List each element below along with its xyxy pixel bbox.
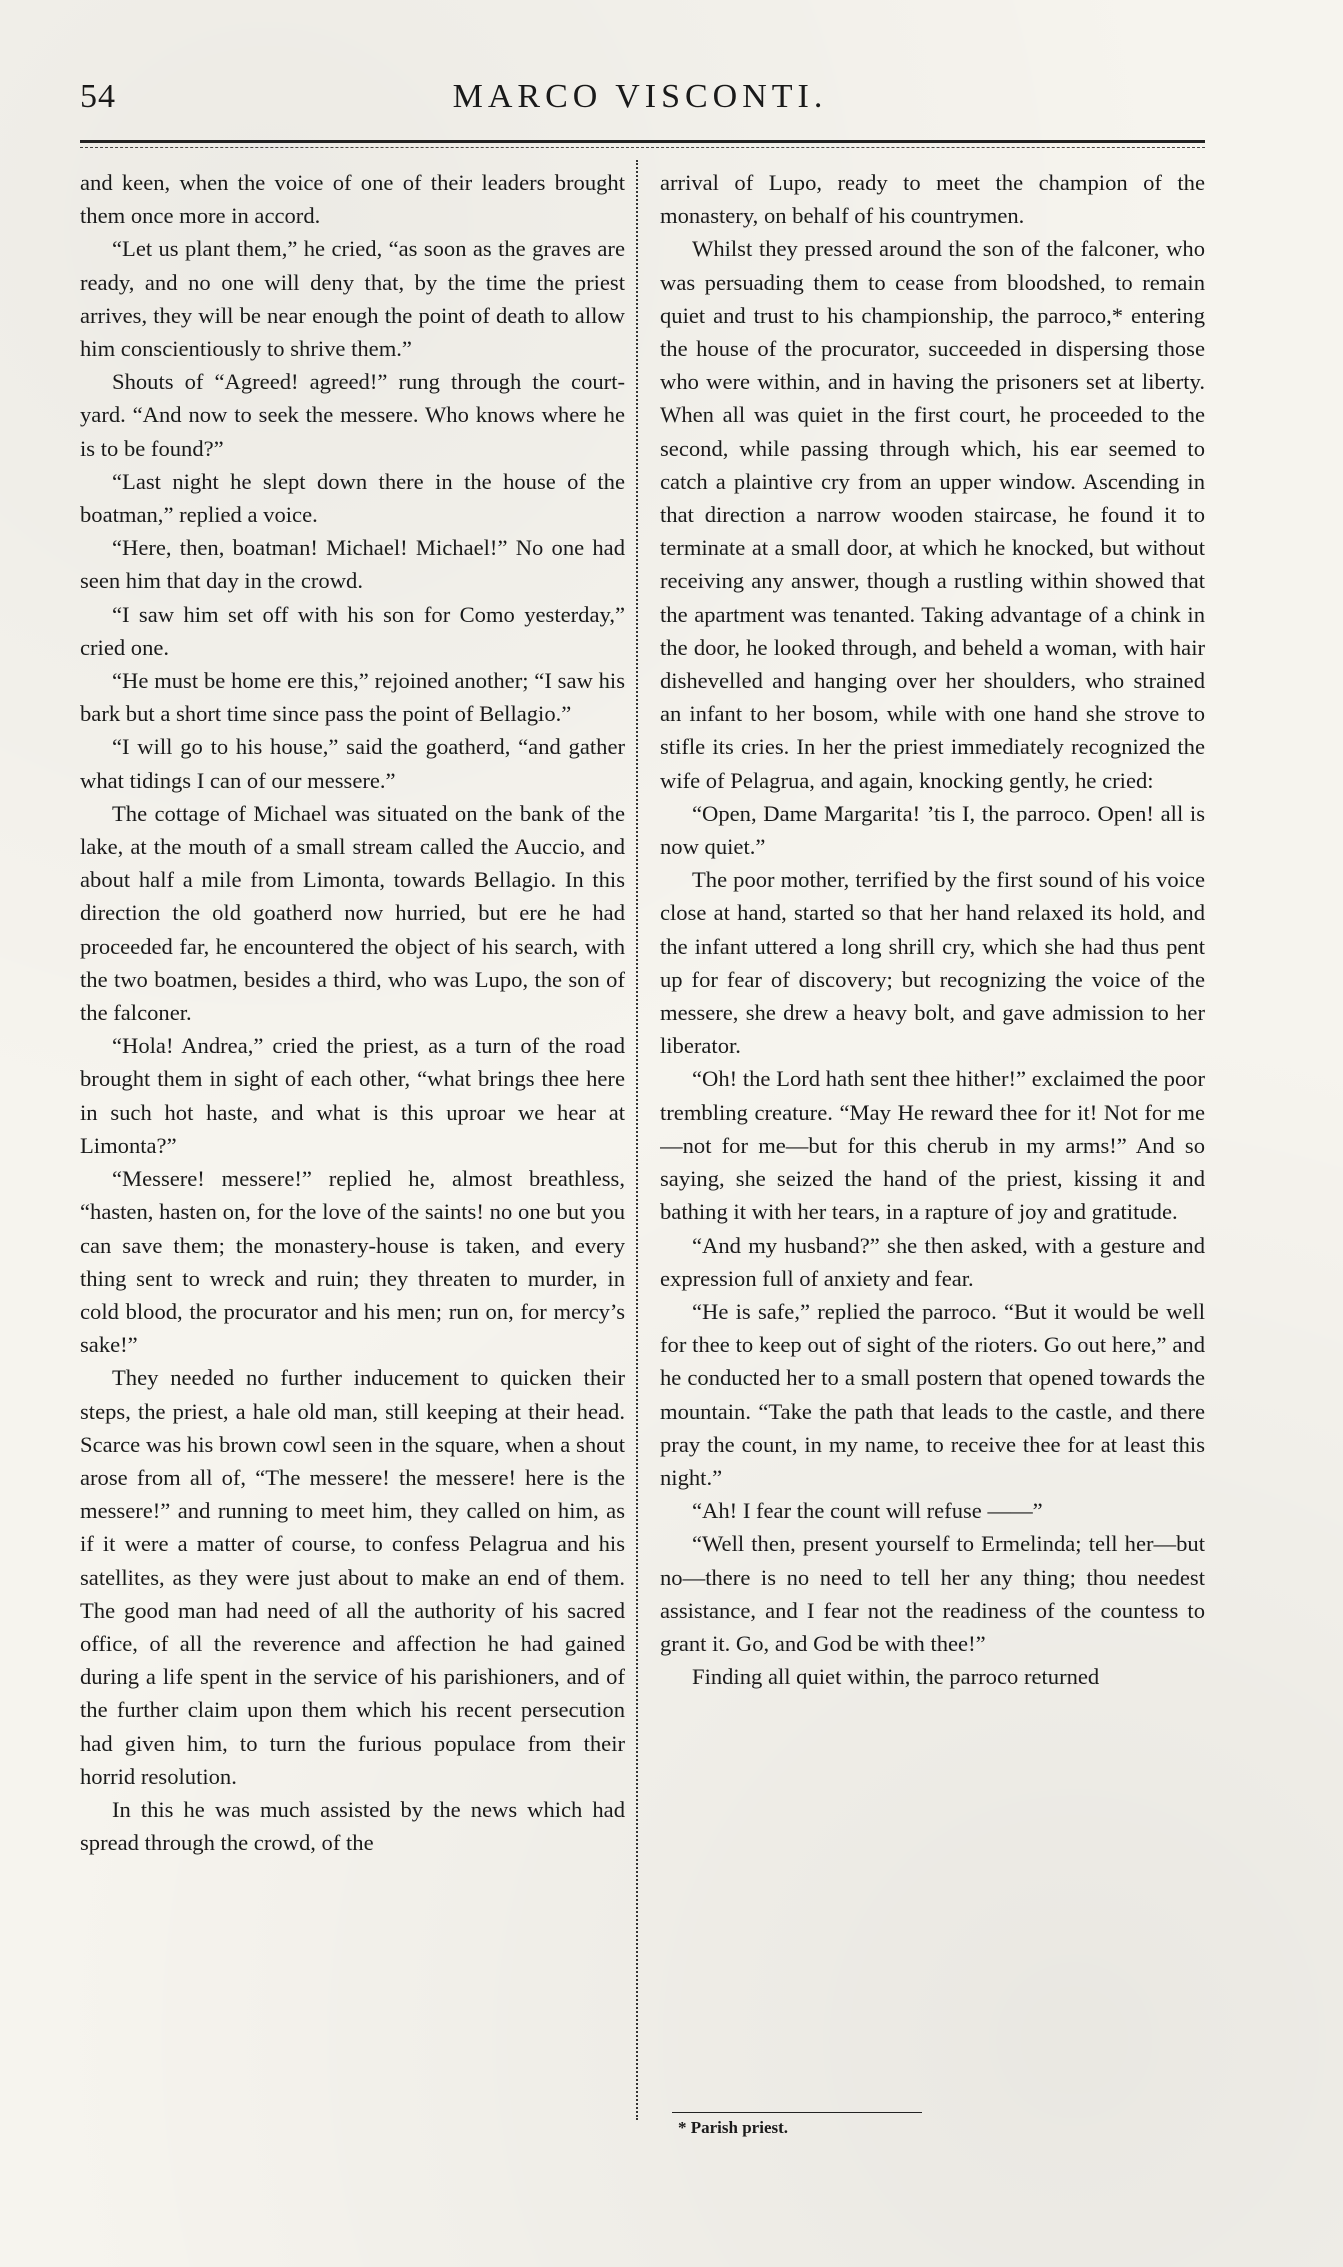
paragraph: “Well then, present yourself to Ermelinda; tell her—but no—there is no need to tell her any thing; thou needest assistance, and I fear not the readiness of the countess to grant it. Go, and God be with thee!”: [660, 1531, 1205, 1656]
paragraph: Shouts of “Agreed! agreed!” rung through the court-yard. “And now to seek the messere. Who knows where he is to be found?”: [80, 369, 625, 461]
paragraph: “I saw him set off with his son for Como yesterday,” cried one.: [80, 601, 625, 660]
paragraph: “Hola! Andrea,” cried the priest, as a turn of the road brought them in sight of each other, “what brings thee here in such hot haste, and what is this uproar we hear at Limonta?”: [80, 1033, 625, 1158]
paragraph: “He is safe,” replied the parroco. “But it would be well for thee to keep out of sight of the rioters. Go out here,” and he conducted her to a small postern that opened towards the mountain. “Take the path that leads to the castle, and there pray the count, in my name, to receive thee for at least this night.”: [660, 1298, 1205, 1490]
left-column: [80, 166, 625, 2126]
paragraph: The cottage of Michael was situated on the bank of the lake, at the mouth of a small stream called the Auccio, and about half a mile from Limonta, towards Bellagio. In this direction the old goatherd now hurried, but ere he had proceeded far, he encountered the object of his search, with the two boatmen, besides a third, who was Lupo, the son of the falconer.: [80, 800, 625, 1026]
paragraph: “Last night he slept down there in the house of the boatman,” replied a voice.: [80, 468, 625, 528]
column-divider: [636, 160, 638, 2120]
paragraph: “Ah! I fear the count will refuse ——”: [692, 1498, 1043, 1524]
paragraph: Whilst they pressed around the son of the falconer, who was persuading them to cease from bloodshed, to remain quiet and trust to his championship, the parroco,* entering the house of the procurator, succeeded in dispersing those who were within, and in having the prisoners set at liberty. When all was quiet in the first court, he proceeded to the second, while passing through which, his ear seemed to catch a plaintive cry from an upper window. Ascending in that direction a narrow wooden staircase, he found it to terminate at a small door, at which he knocked, but without receiving any answer, though a rustling within showed that the apartment was tenanted. Taking advantage of a chink in the door, he looked through, and beheld a woman, with hair dishevelled and hanging over her shoulders, who strained an infant to her bosom, while with one hand she strove to stifle its cries. In her the priest immediately recognized the wife of Pelagrua, and again, knocking gently, he cried:: [660, 236, 1205, 793]
footnote: * Parish priest.: [678, 2118, 789, 2137]
paragraph: arrival of Lupo, ready to meet the champion of the monastery, on behalf of his countrymen.: [660, 170, 1205, 229]
page-header: [70, 78, 1210, 124]
paragraph: In this he was much assisted by the news which had spread through the crowd, of the: [80, 1796, 625, 1856]
paragraph: “He must be home ere this,” rejoined another; “I saw his bark but a short time since pass the point of Bellagio.”: [80, 668, 625, 727]
running-title: MARCO VISCONTI.: [452, 78, 828, 115]
paragraph: The poor mother, terrified by the first sound of his voice close at hand, started so that her hand relaxed its hold, and the infant uttered a long shrill cry, which she had thus pent up for fear of discovery; but recognizing the voice of the messere, she drew a heavy bolt, and gave admission to her liberator.: [660, 867, 1205, 1059]
header-rule-dashed: [80, 147, 1205, 148]
footnote-rule: [672, 2112, 922, 2113]
paragraph: They needed no further inducement to quicken their steps, the priest, a hale old man, still keeping at their head. Scarce was his brown cowl seen in the square, when a shout arose from all of, “The messere! the messere! here is the messere!” and running to meet him, they called on him, as if it were a matter of course, to confess Pelagrua and his satellites, as they were just about to make an end of them. The good man had need of all the authority of his sacred office, of all the reverence and affection he had gained during a life spent in the service of his parishioners, and of the further claim upon them which his recent persecution had given him, to turn the furious populace from their horrid resolution.: [80, 1365, 625, 1789]
paragraph: “Messere! messere!” replied he, almost breathless, “hasten, hasten on, for the love of the saints! no one but you can save them; the monastery-house is taken, and every thing sent to wreck and ruin; they threaten to murder, in cold blood, the procurator and his men; run on, for mercy’s sake!”: [80, 1166, 625, 1358]
paragraph: “Oh! the Lord hath sent thee hither!” exclaimed the poor trembling creature. “May He reward thee for it! Not for me—not for me—but for this cherub in my arms!” And so saying, she seized the hand of the priest, kissing it and bathing it with her tears, in a rapture of joy and gratitude.: [660, 1066, 1205, 1225]
paragraph: “Here, then, boatman! Michael! Michael!” No one had seen him that day in the crowd.: [80, 535, 625, 594]
paragraph: “Let us plant them,” he cried, “as soon as the graves are ready, and no one will deny that, by the time the priest arrives, they will be near enough the point of death to allow him conscientiously to shrive them.”: [80, 236, 625, 362]
paragraph: “And my husband?” she then asked, with a gesture and expression full of anxiety and fear.: [660, 1232, 1205, 1291]
page-number: 54: [80, 78, 116, 115]
paragraph: “Open, Dame Margarita! ’tis I, the parroco. Open! all is now quiet.”: [660, 800, 1205, 860]
right-column: [660, 166, 1205, 2126]
paragraph: “I will go to his house,” said the goatherd, “and gather what tidings I can of our messere.”: [80, 734, 625, 793]
header-rule: [80, 140, 1205, 143]
paragraph: Finding all quiet within, the parroco returned: [692, 1664, 1100, 1690]
paragraph: and keen, when the voice of one of their leaders brought them once more in accord.: [80, 170, 625, 229]
